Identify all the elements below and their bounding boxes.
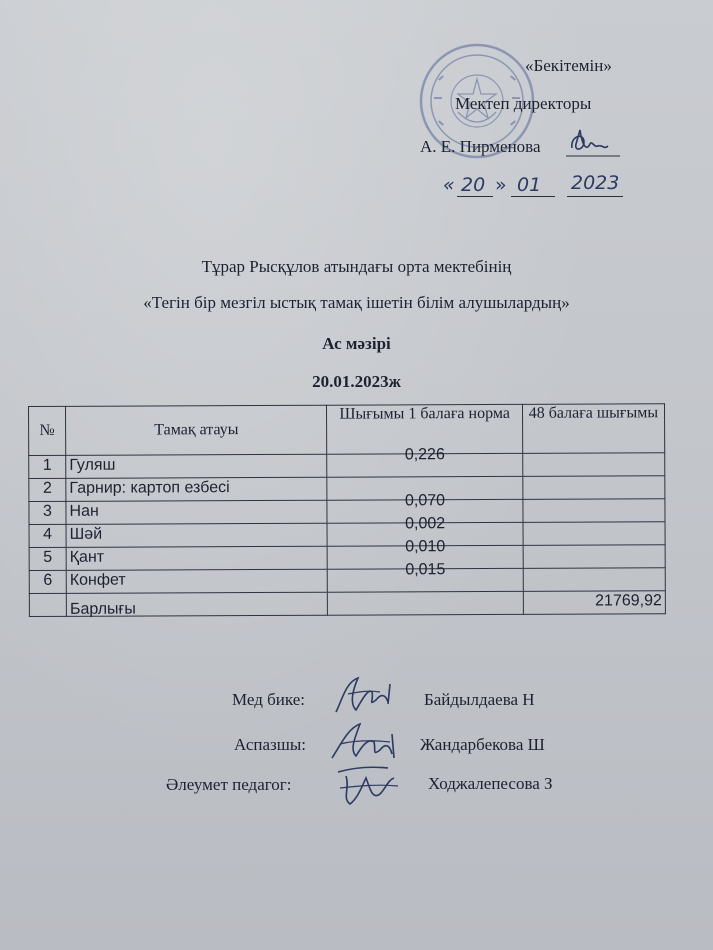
col-norm-header: Шығымы 1 балаға норма — [327, 404, 523, 454]
dish-norm: 0,070 — [404, 492, 446, 510]
row-number: 6 — [29, 570, 66, 593]
total-value: 21769,92 — [595, 592, 662, 610]
dish-norm: 0,010 — [405, 538, 446, 556]
row-number: 3 — [29, 501, 66, 524]
date-quote-close: » — [495, 174, 507, 196]
program-heading: «Тегін бір мезгіл ыстық тамақ ішетін білім алушылардың» — [143, 293, 570, 312]
date-quote-open: « — [443, 174, 455, 196]
table-row — [29, 545, 665, 571]
table-row — [29, 522, 665, 548]
total-row — [29, 591, 665, 617]
date-year: 2023 — [571, 172, 620, 194]
nurse-name: Байдылдаева Н — [424, 690, 535, 709]
dish-name: Қант — [66, 546, 328, 570]
dish-name: Гуляш — [66, 454, 328, 478]
social-pedagogue-role: Әлеумет педагог: — [166, 775, 292, 794]
dish-name: Гарнир: картоп езбесі — [66, 477, 328, 501]
date-day-line — [457, 196, 493, 197]
col-number-header: № — [29, 406, 66, 455]
row-number: 5 — [29, 547, 66, 570]
director-signature — [562, 126, 624, 160]
date-day: 20 — [461, 174, 486, 196]
menu-title: Ас мәзірі — [322, 334, 391, 353]
table-row — [29, 453, 665, 479]
dish-name: Нан — [66, 500, 328, 524]
table-row — [29, 476, 665, 502]
school-heading: Тұрар Рысқұлов атындағы орта мектебінің — [201, 257, 512, 276]
row-number: 2 — [29, 478, 66, 501]
date-month-line — [511, 196, 555, 197]
date-year-line — [567, 196, 623, 197]
table-row — [29, 499, 665, 525]
total-label: Барлығы — [66, 592, 328, 616]
date-month: 01 — [517, 174, 542, 196]
total-norm — [328, 591, 523, 615]
social-pedagogue-signature — [328, 758, 410, 814]
dish-total — [523, 545, 665, 569]
dish-norm: 0,015 — [405, 561, 446, 579]
social-pedagogue-name: Ходжалепесова З — [428, 774, 553, 793]
approval-title: «Бекітемін» — [525, 56, 612, 75]
menu-date: 20.01.2023ж — [312, 372, 401, 391]
col-total-header: 48 балаға шығымы — [522, 404, 664, 454]
row-number: 1 — [29, 455, 66, 478]
dish-total — [523, 568, 665, 592]
dish-norm: 0,226 — [404, 446, 445, 464]
table-row — [29, 568, 665, 594]
cook-role: Аспазшы: — [234, 735, 306, 754]
approval-person: А. Е. Пирменова — [420, 137, 541, 156]
nurse-signature — [328, 670, 408, 720]
approval-date — [443, 172, 643, 202]
dish-norm: 0,002 — [405, 515, 446, 533]
approval-role: Мектеп директоры — [455, 94, 592, 113]
row-number: 4 — [29, 524, 66, 547]
cook-name: Жандарбекова Ш — [420, 735, 545, 754]
dish-total — [523, 522, 665, 546]
total-row-number — [29, 593, 66, 616]
dish-total — [523, 499, 665, 523]
menu-table — [28, 403, 666, 617]
dish-name: Шәй — [66, 523, 328, 547]
col-dish-header: Тамақ атауы — [66, 405, 328, 455]
dish-name: Конфет — [66, 569, 328, 593]
nurse-role: Мед бике: — [232, 690, 305, 709]
table-header-row — [29, 404, 665, 456]
dish-total — [522, 453, 664, 477]
dish-total — [523, 476, 665, 500]
